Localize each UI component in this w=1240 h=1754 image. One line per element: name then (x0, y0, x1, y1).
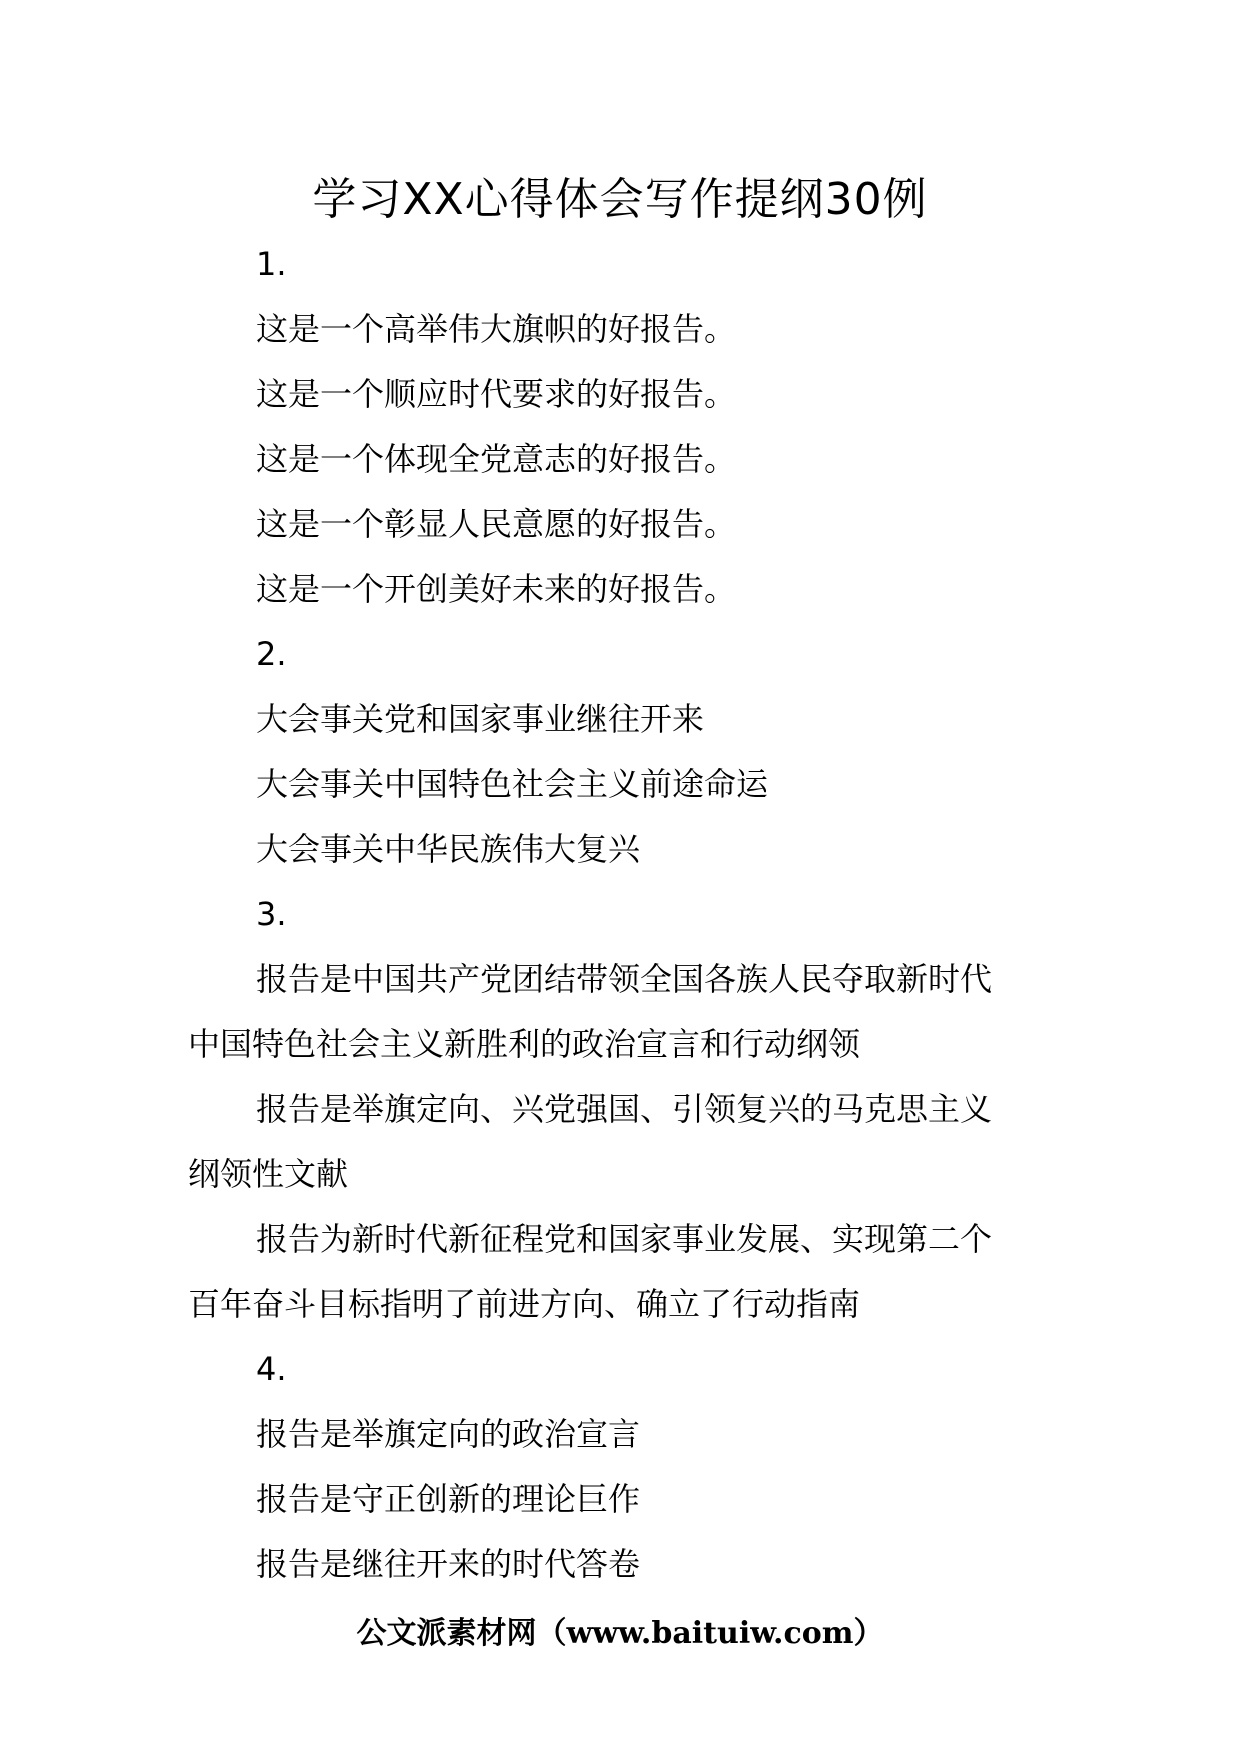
paragraph-line: 报告是中国共产党团结带领全国各族人民夺取新时代 (256, 960, 993, 998)
section-number: 1. (256, 245, 287, 283)
paragraph-continuation: 百年奋斗目标指明了前进方向、确立了行动指南 (188, 1285, 861, 1323)
section-number: 3. (256, 895, 287, 933)
section-number: 2. (256, 635, 287, 673)
paragraph-line: 报告是继往开来的时代答卷 (256, 1545, 641, 1583)
paragraph-continuation: 纲领性文献 (188, 1155, 349, 1193)
document-body (188, 232, 1068, 1597)
paragraph-line: 大会事关中国特色社会主义前途命运 (256, 765, 769, 803)
page-title: 学习XX心得体会写作提纲30例 (312, 174, 928, 225)
paragraph-line: 报告是举旗定向的政治宣言 (256, 1415, 641, 1453)
paragraph-line: 大会事关党和国家事业继往开来 (256, 700, 705, 738)
paragraph-line: 这是一个体现全党意志的好报告。 (256, 440, 737, 478)
paragraph-line: 报告是守正创新的理论巨作 (256, 1480, 641, 1518)
paragraph-line: 这是一个高举伟大旗帜的好报告。 (256, 310, 737, 348)
footer-watermark: 公文派素材网（www.baituiw.com） (356, 1616, 884, 1651)
paragraph-line: 这是一个开创美好未来的好报告。 (256, 570, 737, 608)
paragraph-line: 大会事关中华民族伟大复兴 (256, 830, 641, 868)
paragraph-line: 报告是举旗定向、兴党强国、引领复兴的马克思主义 (256, 1090, 993, 1128)
paragraph-continuation: 中国特色社会主义新胜利的政治宣言和行动纲领 (188, 1025, 861, 1063)
paragraph-line: 报告为新时代新征程党和国家事业发展、实现第二个 (256, 1220, 993, 1258)
section-number: 4. (256, 1350, 287, 1388)
paragraph-line: 这是一个顺应时代要求的好报告。 (256, 375, 737, 413)
paragraph-line: 这是一个彰显人民意愿的好报告。 (256, 505, 737, 543)
